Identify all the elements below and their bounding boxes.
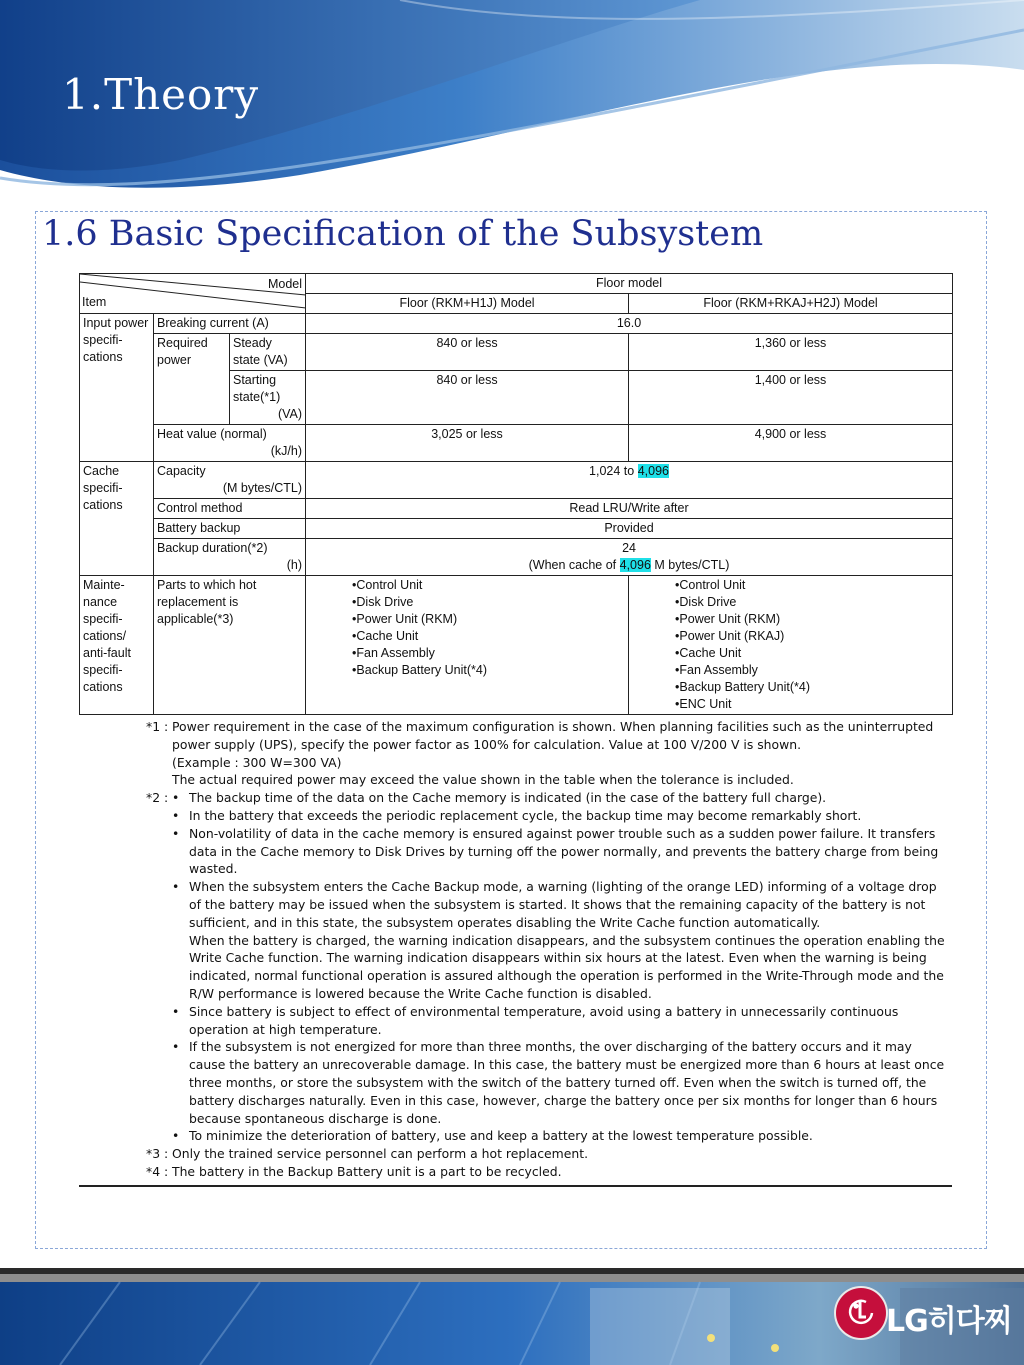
- battery-backup-label: Battery backup: [154, 519, 306, 539]
- starting-state-col2: 1,400 or less: [629, 371, 953, 425]
- col1-header: Floor (RKM+H1J) Model: [306, 294, 629, 314]
- note-1-tolerance: The actual required power may exceed the value shown in the table when the tolerance is included.: [172, 772, 794, 788]
- note-1-text: Power requirement in the case of the maximum configuration is shown. When planning facilities such as the uninterrupted power supply (UPS), specify the power factor as 100% for calculation. Value at 100 V/200 V is shown.: [172, 719, 934, 752]
- capacity-max-highlight: 4,096: [637, 464, 669, 478]
- lg-face-icon: [846, 1297, 876, 1329]
- note-3-mark: *3 :: [146, 1146, 169, 1162]
- list-item: • Backup Battery Unit(*4): [352, 662, 625, 679]
- bullet-icon: •: [172, 1039, 180, 1055]
- note-2-item: • The backup time of the data on the Cache memory is indicated (in the case of the battery full charge).: [172, 790, 827, 806]
- list-item: • Cache Unit: [352, 628, 625, 645]
- capacity-unit: (M bytes/CTL): [222, 481, 303, 495]
- note-2-item: • In the battery that exceeds the periodic replacement cycle, the backup time may become remarkably short.: [172, 807, 862, 823]
- floor-model-header: Floor model: [306, 274, 953, 294]
- starting-state-unit: (VA): [277, 407, 303, 421]
- note-4-text: The battery in the Backup Battery unit is a part to be recycled.: [172, 1163, 562, 1179]
- capacity-label: Capacity: [157, 464, 206, 478]
- input-power-group: Input power specifi- cations: [80, 314, 154, 462]
- heat-value-cell: [154, 425, 306, 462]
- heat-value-col2: 4,900 or less: [629, 425, 953, 462]
- cache-group: Cache specifi- cations: [80, 462, 154, 576]
- heat-value-unit: (kJ/h): [270, 444, 303, 458]
- backup-note-highlight: 4,096: [619, 558, 651, 572]
- backup-duration-label: Backup duration(*2): [157, 541, 268, 555]
- page-title: 1.Theory: [62, 70, 260, 119]
- section-title: 1.6 Basic Specification of the Subsystem: [42, 214, 764, 254]
- bullet-icon: •: [172, 807, 180, 823]
- note-2-item: • If the subsystem is not energized for more than three months, the over discharging of the battery occurs and it may cause the battery an unrecoverable damage. In this case, the battery must be energized more than 6 hours at least once three months, or store the subsystem with the switch of the battery turned off. Even when the switch is turned off, the battery discharges naturally. Even in this case, however, charge the battery once per six months for longer than 6 hours because spontaneous discharge is done.: [172, 1039, 945, 1126]
- bullet-icon: •: [172, 1128, 180, 1144]
- starting-state-label: Starting state(*1): [233, 373, 281, 404]
- list-item: • Disk Drive: [675, 594, 949, 611]
- model-label: Model: [267, 277, 303, 291]
- control-method-value: Read LRU/Write after: [306, 499, 953, 519]
- backup-duration-unit: (h): [286, 558, 303, 572]
- list-item: • Cache Unit: [675, 645, 949, 662]
- note-1-example: (Example : 300 W=300 VA): [172, 754, 342, 770]
- bullet-icon: •: [172, 790, 180, 806]
- heat-value-label: Heat value (normal): [157, 427, 267, 441]
- bullet-icon: •: [172, 879, 180, 895]
- breaking-current-value: 16.0: [306, 314, 953, 334]
- parts-list-col2: [675, 577, 949, 713]
- list-item: • Control Unit: [352, 577, 625, 594]
- note-2-item: • When the subsystem enters the Cache Backup mode, a warning (lighting of the orange LED) informing of a voltage drop of the battery may be issued when the subsystem is started. It shows that the remaining capacity of the battery is not sufficient, and in this state, the subsystem operates disabling the Write Cache function automatically. When the battery is charged, the warning indication disappears, and the subsystem continues the operation enabling the Write Cache function. The warning indication disappears within six hours at the latest. Even when the warning is being indicated, normal functional operation is assured although the operation is performed in the Write-Through mode and the R/W performance is lowered because the Write Cache function is disabled.: [172, 879, 945, 1001]
- parts-col1-cell: [306, 576, 629, 715]
- capacity-value: [306, 462, 953, 499]
- bullet-icon: •: [172, 1003, 180, 1019]
- note-4: [79, 1163, 952, 1181]
- hot-replacement-label: Parts to which hot replacement is applicable(*3): [154, 576, 306, 715]
- parts-col2-cell: [629, 576, 953, 715]
- breaking-current-label: Breaking current (A): [154, 314, 306, 334]
- note-1-mark: *1 :: [146, 719, 169, 734]
- backup-note-post: M bytes/CTL): [650, 558, 730, 572]
- note-2-item: • Non-volatility of data in the cache memory is ensured against power trouble such as a sudden power failure. It transfers data in the Cache memory to Disk Drives by turning off the power normally, and prevents the battery charge from being wasted.: [172, 825, 939, 877]
- control-method-label: Control method: [154, 499, 306, 519]
- note-4-mark: *4 :: [146, 1163, 169, 1179]
- note-2-item: • To minimize the deterioration of battery, use and keep a battery at the lowest temperature possible.: [172, 1128, 813, 1144]
- backup-duration-value: 24: [622, 541, 636, 555]
- maintenance-group: Mainte- nance specifi- cations/ anti-fault specifi- cations: [80, 576, 154, 715]
- list-item: • ENC Unit: [675, 696, 949, 713]
- list-item: • Power Unit (RKM): [675, 611, 949, 628]
- starting-state-col1: 840 or less: [306, 371, 629, 425]
- list-item: • Power Unit (RKM): [352, 611, 625, 628]
- note-3: [79, 1145, 952, 1163]
- steady-state-label: Steady state (VA): [230, 334, 306, 371]
- note-1: [79, 718, 952, 789]
- capacity-range: 1,024 to: [589, 464, 638, 478]
- capacity-cell: [154, 462, 306, 499]
- note-3-text: Only the trained service personnel can perform a hot replacement.: [172, 1146, 589, 1162]
- list-item: • Fan Assembly: [352, 645, 625, 662]
- backup-duration-note: [309, 557, 949, 574]
- header-diagonal-cell: [80, 274, 306, 314]
- list-item: • Backup Battery Unit(*4): [675, 679, 949, 696]
- backup-duration-cell: [154, 539, 306, 576]
- footnotes: [79, 718, 952, 1187]
- list-item: • Disk Drive: [352, 594, 625, 611]
- steady-state-col2: 1,360 or less: [629, 334, 953, 371]
- list-item: • Power Unit (RKAJ): [675, 628, 949, 645]
- starting-state-cell: [230, 371, 306, 425]
- backup-duration-value-cell: [306, 539, 953, 576]
- note-2-mark: *2 :: [146, 790, 169, 806]
- lg-logo: [836, 1288, 886, 1338]
- brand-name: LG히다찌: [886, 1304, 1012, 1339]
- steady-state-col1: 840 or less: [306, 334, 629, 371]
- bullet-icon: •: [172, 825, 180, 841]
- battery-backup-value: Provided: [306, 519, 953, 539]
- spec-table: [79, 273, 953, 715]
- note-2-item: • Since battery is subject to effect of environmental temperature, avoid using a battery in unnecessarily continuous operation at high temperature.: [172, 1003, 899, 1037]
- list-item: • Control Unit: [675, 577, 949, 594]
- parts-list-col1: [352, 577, 625, 679]
- backup-note-pre: (When cache of: [528, 558, 620, 572]
- required-power-label: Required power: [154, 334, 230, 425]
- note-2: [79, 789, 952, 1145]
- heat-value-col1: 3,025 or less: [306, 425, 629, 462]
- spec-table-wrap: [79, 273, 952, 715]
- list-item: • Fan Assembly: [675, 662, 949, 679]
- col2-header: Floor (RKM+RKAJ+H2J) Model: [629, 294, 953, 314]
- item-label: Item: [82, 295, 107, 309]
